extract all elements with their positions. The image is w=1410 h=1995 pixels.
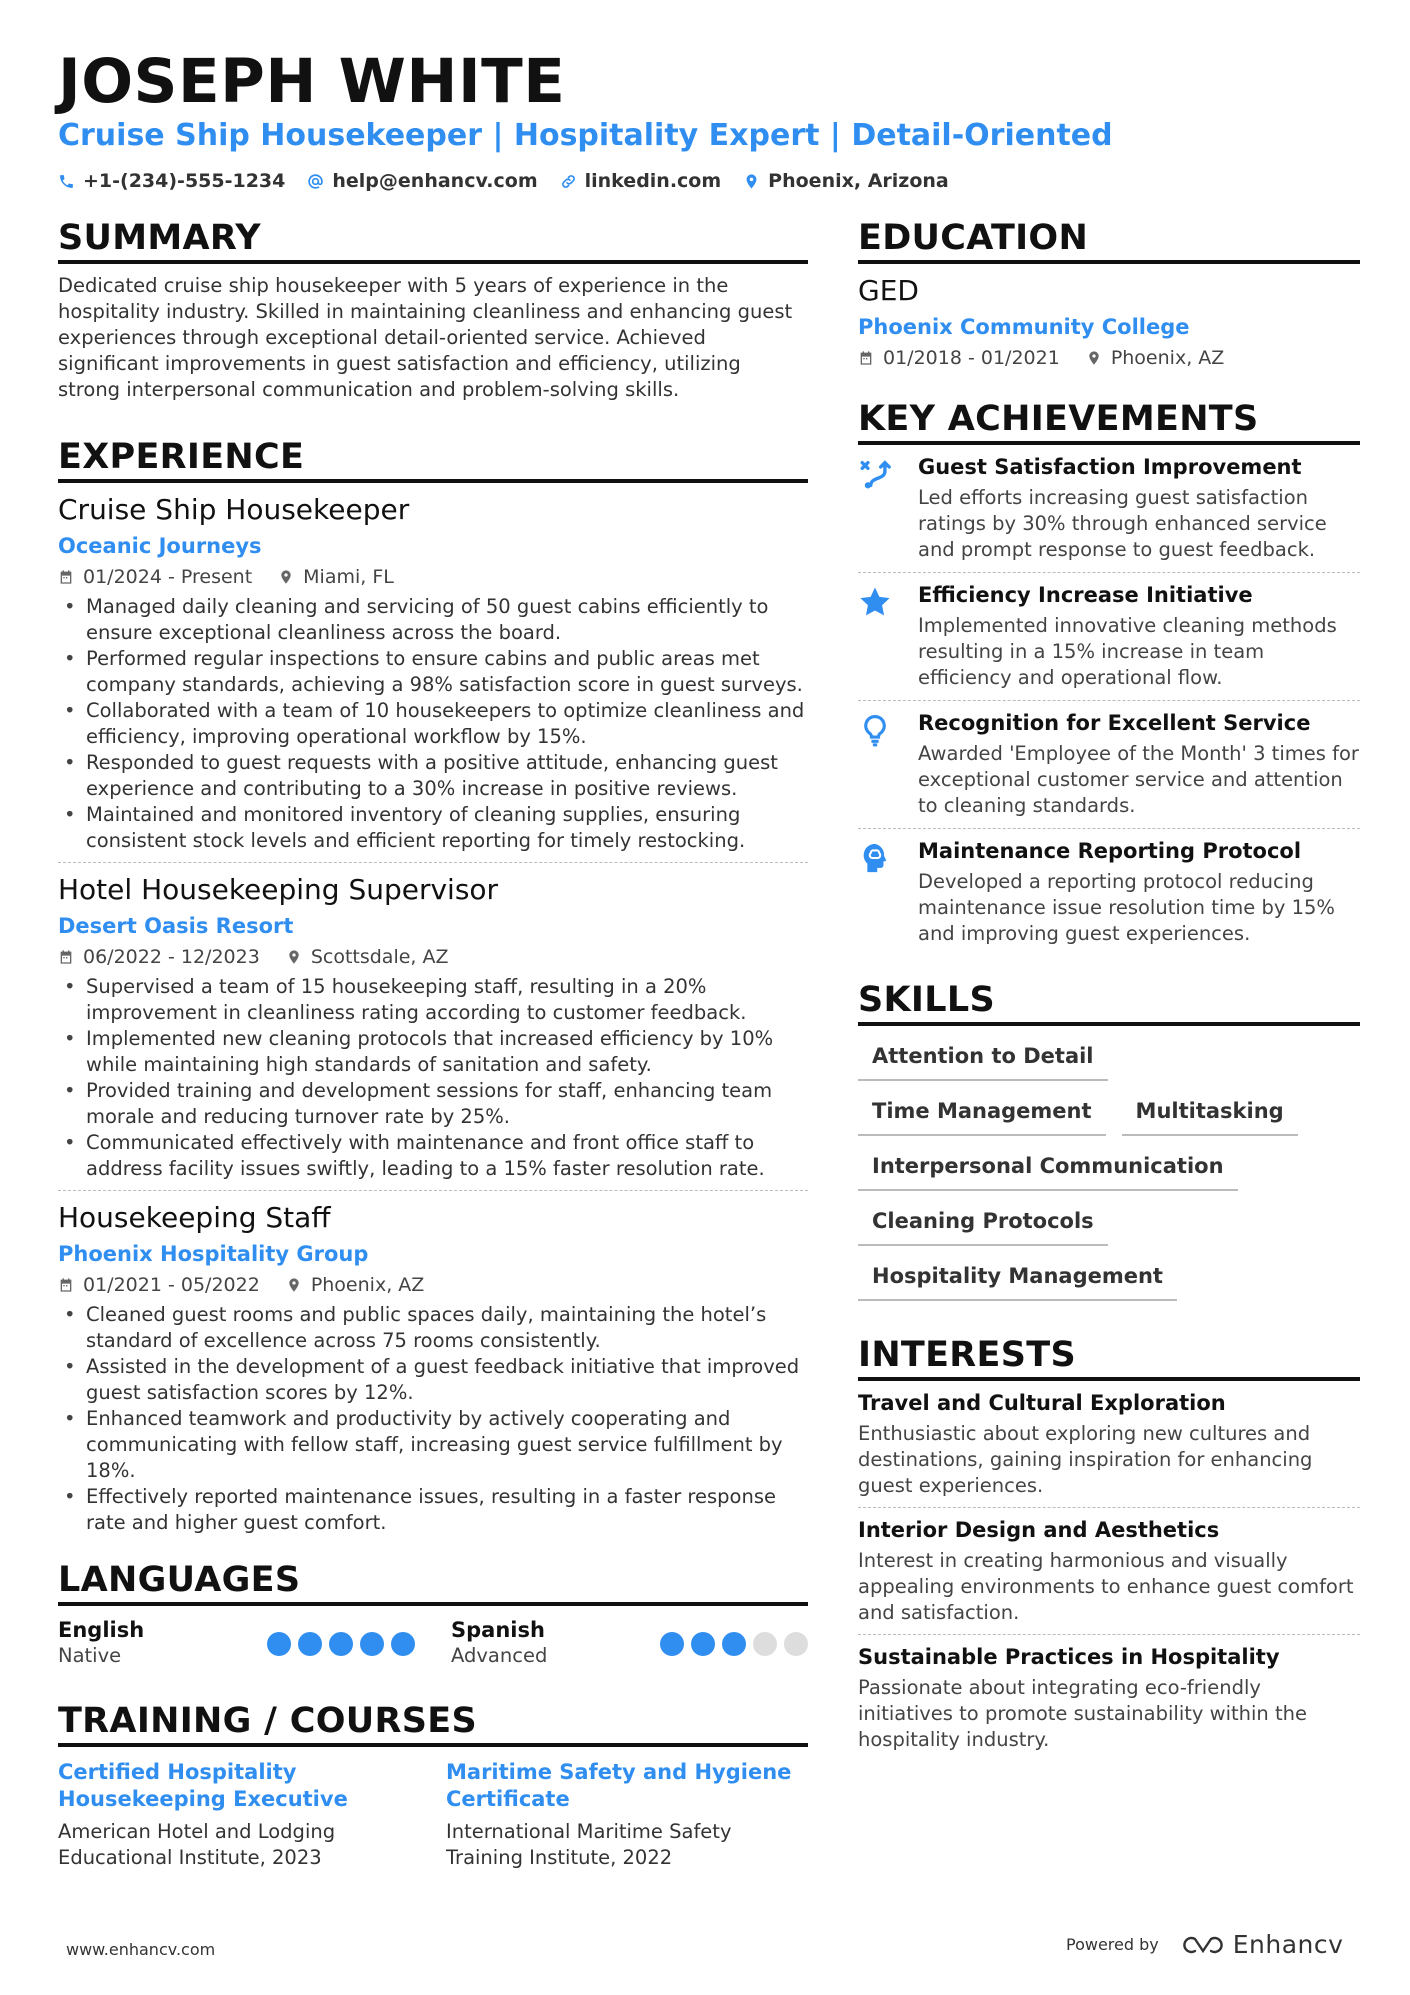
achievement-item <box>858 445 1360 573</box>
skill-tag: Attention to Detail <box>858 1040 1108 1081</box>
achievements-section <box>858 399 1360 956</box>
job-bullet: • Supervised a team of 15 housekeeping staff, resulting in a 20% improvement in cleanliness rating according to customer feedback. <box>58 974 808 1026</box>
languages-section <box>58 1560 808 1667</box>
language-item <box>58 1618 415 1667</box>
map-pin-icon <box>743 173 760 190</box>
education-section <box>858 218 1360 369</box>
job-bullet: • Enhanced teamwork and productivity by actively cooperating and communicating with fellow staff, increasing guest service fulfillment by 18%. <box>58 1406 808 1484</box>
job-title: Hotel Housekeeping Supervisor <box>58 873 499 906</box>
skill-tag: Multitasking <box>1122 1095 1298 1136</box>
job-title: Housekeeping Staff <box>58 1201 331 1234</box>
powered-by-label: Powered by <box>1066 1935 1159 1954</box>
job-bullet: • Implemented new cleaning protocols that increased efficiency by 10% while maintaining high standards of sanitation and safety. <box>58 1026 808 1078</box>
achievement-title: Maintenance Reporting Protocol <box>918 839 1302 863</box>
rating-dot-filled <box>267 1632 291 1656</box>
job-bullets <box>58 594 808 854</box>
job-bullets <box>58 1302 808 1536</box>
achievement-text: Developed a reporting protocol reducing maintenance issue resolution time by 15% and improving guest experiences. <box>918 870 1335 945</box>
interest-item <box>858 1381 1360 1508</box>
calendar-icon <box>58 949 74 965</box>
language-name: English <box>58 1618 145 1642</box>
lightbulb-icon <box>858 713 892 747</box>
interest-title: Sustainable Practices in Hospitality <box>858 1645 1280 1669</box>
skill-tag: Hospitality Management <box>858 1260 1177 1301</box>
achievement-item <box>858 701 1360 829</box>
language-item <box>451 1618 808 1667</box>
interests-section <box>858 1335 1360 1761</box>
course-item <box>58 1759 418 1871</box>
interest-title: Travel and Cultural Exploration <box>858 1391 1226 1415</box>
job-entry <box>58 1201 808 1544</box>
achievement-title: Efficiency Increase Initiative <box>918 583 1253 607</box>
job-dates: 01/2021 - 05/2022 <box>83 1274 260 1296</box>
contact-email[interactable] <box>307 170 537 192</box>
candidate-name: JOSEPH WHITE <box>58 46 566 117</box>
achievement-item <box>858 573 1360 701</box>
head-brain-icon <box>858 841 892 875</box>
rating-dot-filled <box>722 1632 746 1656</box>
job-bullet: • Performed regular inspections to ensure cabins and public areas met company standards, achieving a 98% satisfaction score in guest surveys. <box>58 646 808 698</box>
education-location: Phoenix, AZ <box>1110 347 1225 369</box>
job-dates: 01/2024 - Present <box>83 566 253 588</box>
achievement-item <box>858 829 1360 956</box>
achievement-text: Awarded 'Employee of the Month' 3 times for exceptional customer service and attention to cleaning standards. <box>918 742 1359 817</box>
interest-text: Enthusiastic about exploring new cultures and destinations, gaining inspiration for enhancing guest experiences. <box>858 1422 1313 1497</box>
course-item <box>446 1759 806 1871</box>
enhancv-logo-icon <box>1181 1933 1225 1957</box>
right-column <box>858 218 1360 1761</box>
skill-tag: Time Management <box>858 1095 1106 1136</box>
experience-heading: EXPERIENCE <box>58 437 808 483</box>
rating-dot-filled <box>660 1632 684 1656</box>
interest-title: Interior Design and Aesthetics <box>858 1518 1220 1542</box>
rating-dot-filled <box>360 1632 384 1656</box>
job-bullet: • Effectively reported maintenance issues, resulting in a faster response rate and higher guest comfort. <box>58 1484 808 1536</box>
interest-item <box>858 1635 1360 1761</box>
courses-list <box>58 1759 808 1871</box>
brand-name: Enhancv <box>1232 1930 1344 1959</box>
brand-logo[interactable] <box>1181 1930 1344 1959</box>
job-meta <box>58 946 808 968</box>
phone-icon <box>58 173 75 190</box>
achievement-title: Recognition for Excellent Service <box>918 711 1311 735</box>
job-location: Scottsdale, AZ <box>310 946 449 968</box>
language-rating <box>267 1632 415 1667</box>
languages-heading: LANGUAGES <box>58 1560 808 1606</box>
route-icon <box>858 457 892 491</box>
rating-dot-filled <box>691 1632 715 1656</box>
map-pin-icon <box>286 949 302 965</box>
map-pin-icon <box>1086 350 1102 366</box>
footer-branding <box>1066 1930 1343 1959</box>
job-dates: 06/2022 - 12/2023 <box>83 946 260 968</box>
footer-website[interactable]: www.enhancv.com <box>66 1940 216 1959</box>
job-company: Desert Oasis Resort <box>58 914 294 938</box>
education-degree: GED <box>858 274 919 307</box>
training-section <box>58 1701 808 1871</box>
location-text: Phoenix, Arizona <box>768 170 949 192</box>
skills-list <box>858 1040 1360 1301</box>
skills-section <box>858 980 1360 1301</box>
skill-tag: Interpersonal Communication <box>858 1150 1238 1191</box>
left-column <box>58 218 808 1871</box>
job-bullet: • Cleaned guest rooms and public spaces daily, maintaining the hotel’s standard of excellence across 75 rooms consistently. <box>58 1302 808 1354</box>
rating-dot-filled <box>298 1632 322 1656</box>
rating-dot-filled <box>391 1632 415 1656</box>
rating-dot-empty <box>753 1632 777 1656</box>
course-source: American Hotel and Lodging Educational Institute, 2023 <box>58 1820 336 1869</box>
map-pin-icon <box>278 569 294 585</box>
summary-text: Dedicated cruise ship housekeeper with 5 years of experience in the hospitality industry. Skilled in maintaining cleanliness and enhancing guest experiences through exceptional detail-oriented service. Achieved significant improvements in guest satisfaction and efficiency, utilizing strong interpersonal communication and problem-solving skills. <box>58 274 793 401</box>
job-meta <box>58 1274 808 1296</box>
education-dates: 01/2018 - 01/2021 <box>883 347 1060 369</box>
language-name: Spanish <box>451 1618 545 1642</box>
achievement-text: Led efforts increasing guest satisfaction ratings by 30% through enhanced service and prompt response to guest feedback. <box>918 486 1327 561</box>
calendar-icon <box>58 569 74 585</box>
interest-text: Passionate about integrating eco-friendly initiatives to promote sustainability within the hospitality industry. <box>858 1676 1307 1751</box>
interests-heading: INTERESTS <box>858 1335 1360 1381</box>
star-icon <box>858 585 892 619</box>
job-bullet: • Provided training and development sessions for staff, enhancing team morale and reducing turnover rate by 25%. <box>58 1078 808 1130</box>
skills-heading: SKILLS <box>858 980 1360 1026</box>
job-bullet: • Collaborated with a team of 10 housekeepers to optimize cleanliness and efficiency, improving operational workflow by 15%. <box>58 698 808 750</box>
job-bullets <box>58 974 808 1182</box>
summary-section <box>58 218 808 403</box>
education-school: Phoenix Community College <box>858 315 1190 339</box>
language-rating <box>660 1632 808 1667</box>
job-location: Phoenix, AZ <box>310 1274 425 1296</box>
achievement-text: Implemented innovative cleaning methods resulting in a 15% increase in team efficiency and operational flow. <box>918 614 1337 689</box>
contact-linkedin[interactable] <box>560 170 722 192</box>
candidate-tagline: Cruise Ship Housekeeper | Hospitality Expert | Detail-Oriented <box>58 118 1113 153</box>
skill-tag: Cleaning Protocols <box>858 1205 1108 1246</box>
calendar-icon <box>858 350 874 366</box>
interest-item <box>858 1508 1360 1635</box>
job-entry <box>58 493 808 863</box>
job-bullet: • Responded to guest requests with a positive attitude, enhancing guest experience and contributing to a 30% increase in positive reviews. <box>58 750 808 802</box>
linkedin-text: linkedin.com <box>584 170 722 192</box>
job-title: Cruise Ship Housekeeper <box>58 493 410 526</box>
education-heading: EDUCATION <box>858 218 1360 264</box>
job-bullet: • Maintained and monitored inventory of cleaning supplies, ensuring consistent stock levels and efficient reporting for timely restocking. <box>58 802 808 854</box>
contact-location <box>743 170 949 192</box>
summary-heading: SUMMARY <box>58 218 808 264</box>
job-bullet: • Managed daily cleaning and servicing of 50 guest cabins efficiently to ensure exceptional cleanliness across the board. <box>58 594 808 646</box>
phone-text: +1-(234)-555-1234 <box>83 170 286 192</box>
job-bullet: • Assisted in the development of a guest feedback initiative that improved guest satisfaction scores by 12%. <box>58 1354 808 1406</box>
language-level: Advanced <box>451 1644 548 1667</box>
job-company: Oceanic Journeys <box>58 534 262 558</box>
course-title: Certified Hospitality Housekeeping Executive <box>58 1760 348 1811</box>
achievement-title: Guest Satisfaction Improvement <box>918 455 1302 479</box>
job-company: Phoenix Hospitality Group <box>58 1242 369 1266</box>
education-meta <box>858 347 1360 369</box>
rating-dot-filled <box>329 1632 353 1656</box>
languages-list <box>58 1618 808 1667</box>
rating-dot-empty <box>784 1632 808 1656</box>
calendar-icon <box>58 1277 74 1293</box>
job-meta <box>58 566 808 588</box>
training-heading: TRAINING / COURSES <box>58 1701 808 1747</box>
course-source: International Maritime Safety Training Institute, 2022 <box>446 1820 732 1869</box>
experience-section <box>58 437 808 1544</box>
map-pin-icon <box>286 1277 302 1293</box>
interest-text: Interest in creating harmonious and visually appealing environments to enhance guest comfort and satisfaction. <box>858 1549 1354 1624</box>
job-bullet: • Communicated effectively with maintenance and front office staff to address facility issues swiftly, leading to a 15% faster resolution rate. <box>58 1130 808 1182</box>
email-text: help@enhancv.com <box>332 170 538 192</box>
job-entry <box>58 873 808 1191</box>
contact-phone[interactable] <box>58 170 285 192</box>
achievements-heading: KEY ACHIEVEMENTS <box>858 399 1360 445</box>
course-title: Maritime Safety and Hygiene Certificate <box>446 1760 792 1811</box>
contact-bar <box>58 170 949 192</box>
language-level: Native <box>58 1644 122 1667</box>
link-icon <box>560 173 577 190</box>
job-location: Miami, FL <box>303 566 394 588</box>
at-icon <box>307 173 324 190</box>
